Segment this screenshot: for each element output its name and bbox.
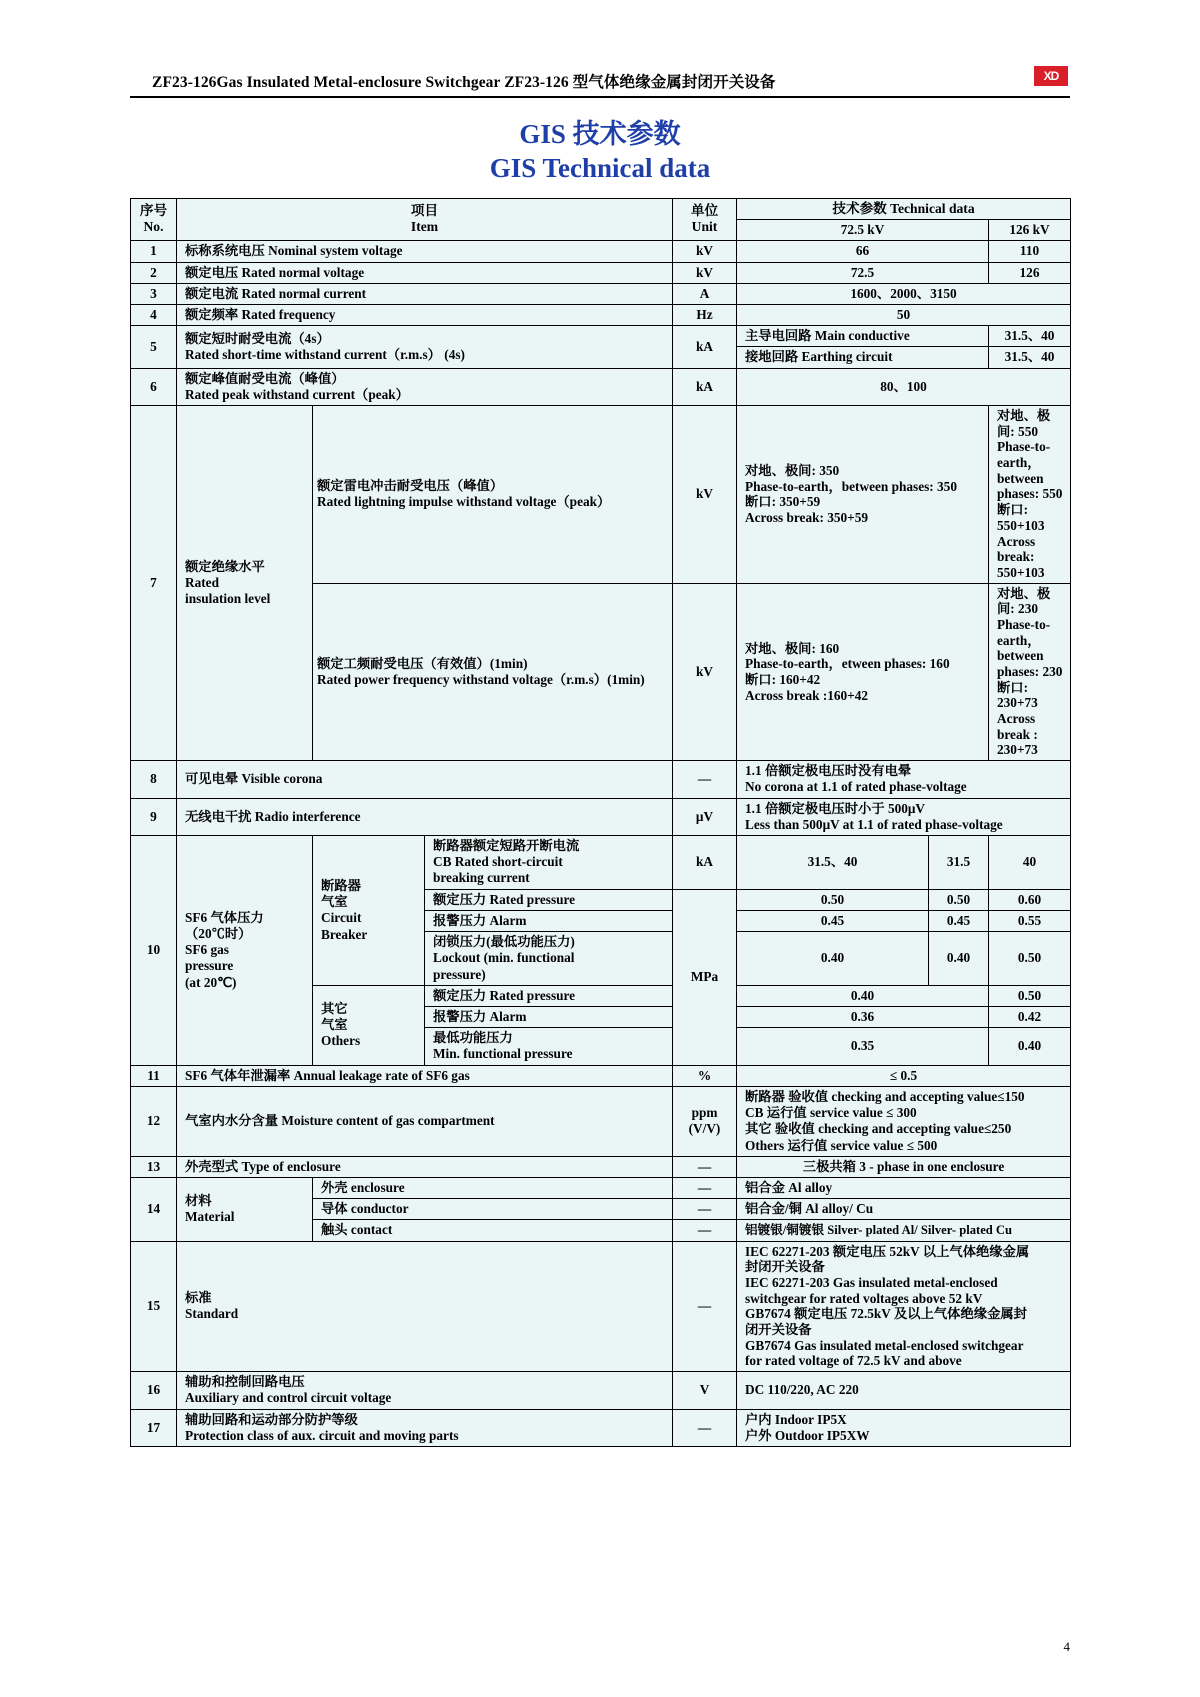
row-subitem: 最低功能压力 Min. functional pressure	[425, 1028, 673, 1065]
row-unit: A	[673, 283, 737, 304]
table-row	[131, 326, 1071, 347]
row-value: 80、100	[737, 368, 1071, 405]
row-item: 额定短时耐受电流（4s） Rated short-time withstand current（r.m.s） (4s)	[177, 326, 673, 368]
table-row	[131, 283, 1071, 304]
row-no: 2	[131, 262, 177, 283]
row-value-126: 对地、极间: 230 Phase-to-earth，between phases: 230 断口: 230+73 Across break : 230+73	[989, 583, 1071, 761]
row-no: 5	[131, 326, 177, 368]
row-unit: —	[673, 1156, 737, 1177]
row-subgroup-cb: 断路器 气室 Circuit Breaker	[313, 836, 425, 986]
row-value-126: 110	[989, 241, 1071, 262]
row-item: 辅助回路和运动部分防护等级 Protection class of aux. circuit and moving parts	[177, 1409, 673, 1446]
row-subitem: 报警压力 Alarm	[425, 910, 673, 931]
row-unit: V	[673, 1372, 737, 1409]
row-value: 铝合金 Al alloy	[737, 1177, 1071, 1198]
row-no: 4	[131, 304, 177, 325]
row-value-72: 对地、极间: 350 Phase-to-earth，between phases: 350 断口: 350+59 Across break: 350+59	[737, 406, 989, 584]
row-value-72: 0.40	[737, 932, 929, 986]
row-item: 外壳型式 Type of enclosure	[177, 1156, 673, 1177]
row-value-72: 0.45	[737, 910, 929, 931]
row-unit: kA	[673, 368, 737, 405]
row-subitem: 额定压力 Rated pressure	[425, 985, 673, 1006]
table-row	[131, 1156, 1071, 1177]
row-unit: kV	[673, 262, 737, 283]
row-value-126b: 0.50	[989, 932, 1071, 986]
table-row	[131, 761, 1071, 798]
page-header	[130, 70, 1070, 98]
row-subitem: 额定压力 Rated pressure	[425, 889, 673, 910]
row-value-72: 对地、极间: 160 Phase-to-earth，etween phases: 160 断口: 160+42 Across break :160+42	[737, 583, 989, 761]
row-value-72: 0.36	[737, 1007, 989, 1028]
row-item: 标称系统电压 Nominal system voltage	[177, 241, 673, 262]
running-title: ZF23-126Gas Insulated Metal-enclosure Switchgear ZF23-126 型气体绝缘金属封闭开关设备	[152, 74, 776, 91]
row-unit: %	[673, 1065, 737, 1086]
row-subitem: 外壳 enclosure	[313, 1177, 673, 1198]
row-item: 无线电干扰 Radio interference	[177, 798, 673, 835]
row-unit: kV	[673, 583, 737, 761]
row-value-126a: 0.50	[929, 889, 989, 910]
row-value-126b: 40	[989, 836, 1071, 890]
row-subgroup-others: 其它 气室 Others	[313, 985, 425, 1065]
row-item: 额定峰值耐受电流（峰值） Rated peak withstand current（peak）	[177, 368, 673, 405]
row-value-126a: 0.45	[929, 910, 989, 931]
row-no: 1	[131, 241, 177, 262]
table-row	[131, 798, 1071, 835]
table-row	[131, 1372, 1071, 1409]
table-row	[131, 1241, 1071, 1372]
row-item: 气室内水分含量 Moisture content of gas compartment	[177, 1086, 673, 1156]
row-unit: Hz	[673, 304, 737, 325]
col-header-72kv: 72.5 kV	[737, 220, 989, 241]
row-unit: —	[673, 761, 737, 798]
technical-data-table	[130, 198, 1071, 1448]
company-logo: XD	[1034, 66, 1068, 86]
row-no: 3	[131, 283, 177, 304]
row-value: 三极共箱 3 - phase in one enclosure	[737, 1156, 1071, 1177]
col-header-126kv: 126 kV	[989, 220, 1071, 241]
row-item: SF6 气体年泄漏率 Annual leakage rate of SF6 gas	[177, 1065, 673, 1086]
table-row	[131, 406, 1071, 584]
row-no: 8	[131, 761, 177, 798]
table-row	[131, 1177, 1071, 1198]
row-value-126a: 31.5	[929, 836, 989, 890]
row-no: 13	[131, 1156, 177, 1177]
row-no: 6	[131, 368, 177, 405]
row-subitem: 额定雷电冲击耐受电压（峰值） Rated lightning impulse withstand voltage（peak）	[313, 406, 673, 584]
table-row	[131, 836, 1071, 890]
row-subitem: 闭锁压力(最低功能压力) Lockout (min. functional pressure)	[425, 932, 673, 986]
table-row	[131, 1065, 1071, 1086]
row-no: 12	[131, 1086, 177, 1156]
row-value-126: 0.42	[989, 1007, 1071, 1028]
row-subitem: 报警压力 Alarm	[425, 1007, 673, 1028]
row-value: 1.1 倍额定极电压时小于 500μV Less than 500μV at 1.1 of rated phase-voltage	[737, 798, 1071, 835]
row-value-72: 31.5、40	[737, 836, 929, 890]
table-header-row	[131, 198, 1071, 220]
row-value: 31.5、40	[989, 347, 1071, 368]
row-no: 11	[131, 1065, 177, 1086]
row-subitem: 断路器额定短路开断电流 CB Rated short-circuit breaking current	[425, 836, 673, 890]
row-value: 断路器 验收值 checking and accepting value≤150 CB 运行值 service value ≤ 300 其它 验收值 checking and accepting value≤250 Others 运行值 service value ≤ 500	[737, 1086, 1071, 1156]
row-unit: —	[673, 1199, 737, 1220]
row-no: 9	[131, 798, 177, 835]
row-unit: MPa	[673, 889, 737, 1065]
row-unit: kV	[673, 406, 737, 584]
table-row	[131, 1409, 1071, 1446]
row-item: 辅助和控制回路电压 Auxiliary and control circuit voltage	[177, 1372, 673, 1409]
row-value: 1600、2000、3150	[737, 283, 1071, 304]
row-item: 额定频率 Rated frequency	[177, 304, 673, 325]
table-row	[131, 241, 1071, 262]
row-unit: —	[673, 1220, 737, 1241]
col-header-data: 技术参数 Technical data	[737, 198, 1071, 220]
row-item: 可见电晕 Visible corona	[177, 761, 673, 798]
page-title-cn: GIS 技术参数	[519, 119, 681, 149]
row-value-126b: 0.60	[989, 889, 1071, 910]
col-header-unit: 单位 Unit	[673, 198, 737, 241]
row-value-72: 66	[737, 241, 989, 262]
row-sublabel: 接地回路 Earthing circuit	[737, 347, 989, 368]
row-group-label: 额定绝缘水平 Rated insulation level	[177, 406, 313, 761]
row-value: 铝合金/铜 Al alloy/ Cu	[737, 1199, 1071, 1220]
row-unit: μV	[673, 798, 737, 835]
row-no: 7	[131, 406, 177, 761]
row-no: 15	[131, 1241, 177, 1372]
row-value-126b: 0.55	[989, 910, 1071, 931]
row-group-label: 材料 Material	[177, 1177, 313, 1241]
table-row	[131, 262, 1071, 283]
row-item: 额定电流 Rated normal current	[177, 283, 673, 304]
col-header-no: 序号 No.	[131, 198, 177, 241]
row-no: 16	[131, 1372, 177, 1409]
row-value: 1.1 倍额定极电压时没有电晕 No corona at 1.1 of rated phase-voltage	[737, 761, 1071, 798]
row-unit: ppm (V/V)	[673, 1086, 737, 1156]
row-value: DC 110/220, AC 220	[737, 1372, 1071, 1409]
row-value-72: 0.35	[737, 1028, 989, 1065]
row-no: 14	[131, 1177, 177, 1241]
row-unit: —	[673, 1177, 737, 1198]
row-value-72: 72.5	[737, 262, 989, 283]
row-value: IEC 62271-203 额定电压 52kV 以上气体绝缘金属 封闭开关设备 IEC 62271-203 Gas insulated metal-enclosed switchgear for rated voltages above 52 kV GB7674 额定电压 72.5kV 及以上气体绝缘金属封 闭开关设备 GB7674 Gas insulated metal-enclosed switchgear for rated voltage of 72.5 kV and above	[737, 1241, 1071, 1372]
row-group-label: 标准 Standard	[177, 1241, 673, 1372]
table-row	[131, 368, 1071, 405]
row-group-label: SF6 气体压力 （20℃时） SF6 gas pressure (at 20℃)	[177, 836, 313, 1066]
row-subitem: 导体 conductor	[313, 1199, 673, 1220]
page-title-en: GIS Technical data	[489, 152, 711, 183]
row-value-126: 0.40	[989, 1028, 1071, 1065]
row-value: 31.5、40	[989, 326, 1071, 347]
row-item: 额定电压 Rated normal voltage	[177, 262, 673, 283]
row-value-126a: 0.40	[929, 932, 989, 986]
row-unit: kA	[673, 326, 737, 368]
row-value-126: 对地、极间: 550 Phase-to-earth，between phases: 550 断口: 550+103 Across break: 550+103	[989, 406, 1071, 584]
page-number: 4	[1063, 1639, 1070, 1654]
row-value-126: 126	[989, 262, 1071, 283]
row-value: ≤ 0.5	[737, 1065, 1071, 1086]
row-no: 17	[131, 1409, 177, 1446]
row-value: 50	[737, 304, 1071, 325]
row-unit: —	[673, 1241, 737, 1372]
table-row	[131, 1086, 1071, 1156]
row-sublabel: 主导电回路 Main conductive	[737, 326, 989, 347]
row-unit: kA	[673, 836, 737, 890]
row-unit: kV	[673, 241, 737, 262]
row-subitem: 额定工频耐受电压（有效值）(1min) Rated power frequency withstand voltage（r.m.s）(1min)	[313, 583, 673, 761]
row-value-72: 0.50	[737, 889, 929, 910]
row-value-126: 0.50	[989, 985, 1071, 1006]
row-value: 户内 Indoor IP5X 户外 Outdoor IP5XW	[737, 1409, 1071, 1446]
row-value-72: 0.40	[737, 985, 989, 1006]
row-unit: —	[673, 1409, 737, 1446]
row-subitem: 触头 contact	[313, 1220, 673, 1241]
row-no: 10	[131, 836, 177, 1066]
col-header-item: 项目 Item	[177, 198, 673, 241]
table-row	[131, 304, 1071, 325]
row-value: 铝镀银/铜镀银 Silver- plated Al/ Silver- plated Cu	[737, 1220, 1071, 1241]
